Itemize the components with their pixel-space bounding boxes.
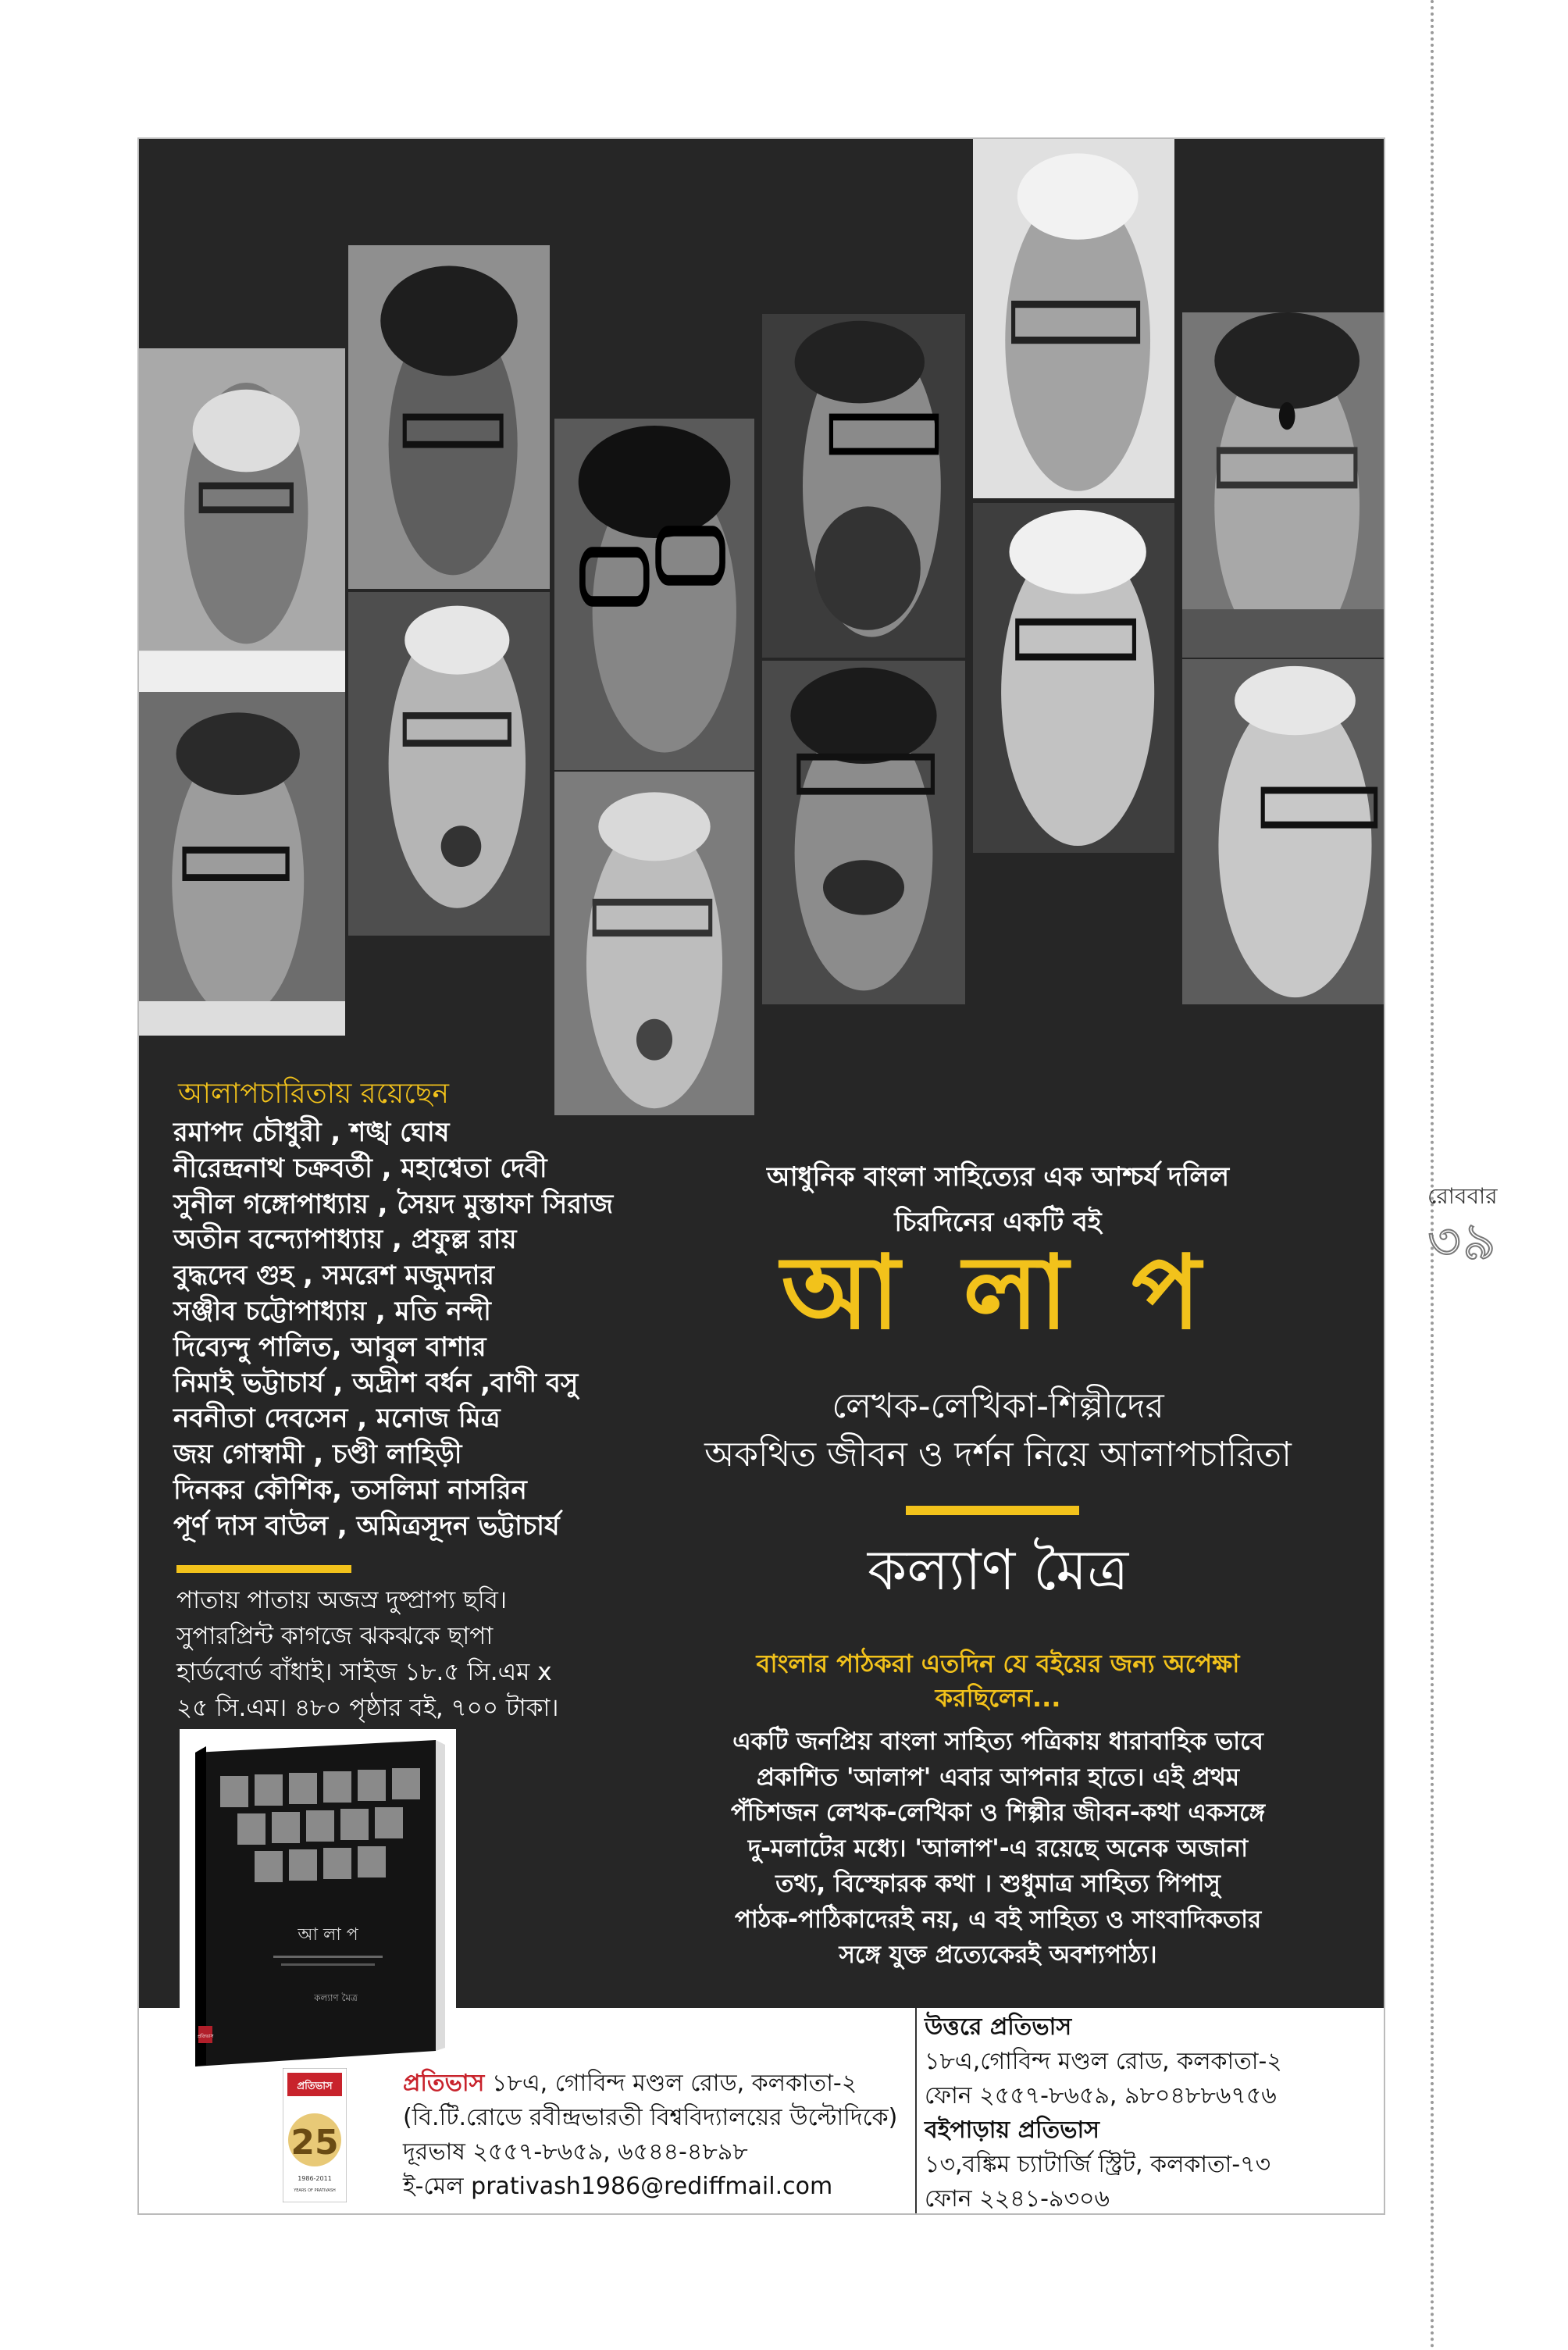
participant-names-line: নবনীতা দেবসেন , মনোজ মিত্র: [173, 1403, 501, 1435]
book-cover-image: [180, 1729, 456, 2070]
folio-day: রোববার: [1427, 1183, 1498, 1209]
tagline: [639, 1154, 1357, 1245]
title-divider-rule: [906, 1506, 1079, 1515]
participant-names-line: পূর্ণ দাস বাউল , অমিত্রসূদন ভট্টাচার্য: [173, 1510, 560, 1542]
author-portrait: [554, 419, 754, 770]
logo-years: 1986-2011: [298, 2175, 332, 2182]
branch-phone: ফোন ২২৪১-৯৩০৬: [925, 2185, 1110, 2213]
author-portrait: [348, 245, 550, 589]
spec-line: সুপারপ্রিন্ট কাগজে ঝকঝকে ছাপা: [176, 1622, 494, 1650]
promo-headline-line: করছিলেন...: [935, 1683, 1061, 1713]
branch-name: উত্তরে প্রতিভাস: [925, 2013, 1072, 2041]
participant-names-line: দিনকর কৌশিক, তসলিমা নাসরিন: [173, 1474, 527, 1506]
book-title: আ লা প: [781, 1233, 1215, 1352]
page-folio: [1427, 1179, 1521, 1271]
book-spine-publisher: প্রতিভাস: [197, 2034, 214, 2039]
logo-number: 25: [290, 2123, 339, 2163]
book-subtitle: [639, 1382, 1357, 1479]
description-line: পঁচিশজন লেখক-লেখিকা ও শিল্পীর জীবন-কথা একসঙ্গে: [730, 1799, 1266, 1827]
author-portrait: [973, 503, 1174, 853]
promo-headline: [639, 1646, 1357, 1715]
description-line: পাঠক-পাঠিকাদেরই নয়, এ বই সাহিত্য ও সাংবাদিকতার: [734, 1905, 1262, 1934]
participant-names-line: সঞ্জীব চট্টোপাধ্যায় , মতি নন্দী: [173, 1295, 491, 1327]
participant-names-line: নিমাই ভট্টাচার্য , অদ্রীশ বর্ধন ,বাণী বসু: [173, 1367, 579, 1399]
publisher-address: ১৮এ, গোবিন্দ মণ্ডল রোড, কলকাতা-২: [484, 2070, 857, 2097]
participant-names-line: জয় গোস্বামী , চণ্ডী লাহিড়ী: [173, 1439, 462, 1471]
branch-addresses: [925, 2010, 1377, 2216]
book-advertisement: [137, 137, 1385, 2215]
author-portrait: [554, 772, 754, 1115]
page-margin-dotted-line: [1431, 0, 1434, 2350]
tagline-line: চিরদিনের একটি বই: [894, 1207, 1102, 1238]
publisher-name: প্রতিভাস: [403, 2070, 485, 2097]
description-line: দু-মলাটের মধ্যে। 'আলাপ'-এ রয়েছে অনেক অজানা: [747, 1834, 1249, 1863]
spec-line: ২৫ সি.এম। ৪৮০ পৃষ্ঠার বই, ৭০০ টাকা।: [176, 1694, 559, 1722]
branch-address: ১৩,বঙ্কিম চ্যাটার্জি স্ট্রিট, কলকাতা-৭৩: [925, 2151, 1271, 2178]
logo-caption: YEARS OF PRATIVASH: [294, 2188, 336, 2193]
branch-phone: ফোন ২৫৫৭-৮৬৫৯, ৯৮০৪৮৮৬৭৫৬: [925, 2082, 1277, 2109]
footer-divider: [915, 2008, 917, 2213]
participant-names-line: সুনীল গঙ্গোপাধ্যায় , সৈয়দ মুস্তাফা সিরাজ: [173, 1188, 614, 1220]
publisher-email: ই-মেল prativash1986@rediffmail.com: [403, 2173, 833, 2200]
author-portrait: [762, 314, 965, 658]
book-author: কল্যাণ মৈত্র: [867, 1537, 1129, 1603]
participant-names-line: নীরেন্দ্রনাথ চক্রবর্তী , মহাশ্বেতা দেবী: [173, 1152, 547, 1184]
author-portrait: [973, 139, 1174, 498]
participant-names-line: দিব্যেন্দু পালিত, আবুল বাশার: [173, 1331, 486, 1363]
author-portrait: [139, 692, 345, 1036]
publisher-landmark: (বি.টি.রোডে রবীন্দ্রভারতী বিশ্ববিদ্যালয়ের উল্টোদিকে): [403, 2104, 898, 2131]
folio-page-number: ৩৯: [1427, 1211, 1498, 1271]
participant-names-line: অতীন বন্দ্যোপাধ্যায় , প্রফুল্ল রায়: [173, 1224, 517, 1256]
publisher-contact: [403, 2067, 996, 2204]
book-description: [639, 1724, 1357, 1974]
promo-headline-line: বাংলার পাঠকরা এতদিন যে বইয়ের জন্য অপেক্ষা: [756, 1649, 1240, 1678]
subtitle-line: লেখক-লেখিকা-শিল্পীদের: [832, 1386, 1164, 1426]
author-portrait: [1182, 659, 1384, 1004]
participant-names-line: বুদ্ধদেব গুহ , সমরেশ মজুমদার: [173, 1260, 495, 1292]
description-line: প্রকাশিত 'আলাপ' এবার আপনার হাতে। এই প্রথম: [756, 1763, 1240, 1792]
participants-list: [173, 1115, 673, 1545]
book-cover-title: আ লা প: [298, 1925, 358, 1945]
spec-line: হার্ডবোর্ড বাঁধাই। সাইজ ১৮.৫ সি.এম x: [176, 1658, 552, 1686]
author-portrait: [1182, 312, 1384, 658]
publisher-anniversary-logo: [283, 2068, 347, 2202]
author-portrait: [348, 592, 550, 936]
author-portrait: [139, 348, 345, 692]
description-line: একটি জনপ্রিয় বাংলা সাহিত্য পত্রিকায় ধারাবাহিক ভাবে: [732, 1728, 1263, 1756]
publisher-address-line: [403, 2067, 996, 2101]
description-line: তথ্য, বিস্ফোরক কথা । শুধুমাত্র সাহিত্য পিপাসু: [775, 1870, 1221, 1898]
publisher-phone: দূরভাষ ২৫৫৭-৮৬৫৯, ৬৫৪৪-৪৮৯৮: [403, 2138, 748, 2166]
book-specifications: [176, 1582, 645, 1726]
participants-heading: আলাপচারিতায় রয়েছেন: [178, 1078, 450, 1110]
divider-rule: [176, 1565, 351, 1573]
subtitle-line: অকথিত জীবন ও দর্শন নিয়ে আলাপচারিতা: [704, 1435, 1292, 1475]
participant-names-line: রমাপদ চৌধুরী , শঙ্খ ঘোষ: [173, 1117, 450, 1148]
author-portrait: [762, 661, 965, 1004]
branch-address: ১৮এ,গোবিন্দ মণ্ডল রোড, কলকাতা-২: [925, 2048, 1282, 2075]
branch-name: বইপাড়ায় প্রতিভাস: [925, 2116, 1099, 2144]
description-line: সঙ্গে যুক্ত প্রত্যেকেরই অবশ্যপাঠ্য।: [839, 1941, 1157, 1969]
book-cover-author: কল্যাণ মৈত্র: [314, 1992, 358, 2003]
tagline-line: আধুনিক বাংলা সাহিত্যের এক আশ্চর্য দলিল: [766, 1161, 1230, 1193]
spec-line: পাতায় পাতায় অজস্র দুষ্প্রাপ্য ছবি।: [176, 1586, 508, 1614]
logo-name: প্রতিভাস: [297, 2081, 333, 2092]
